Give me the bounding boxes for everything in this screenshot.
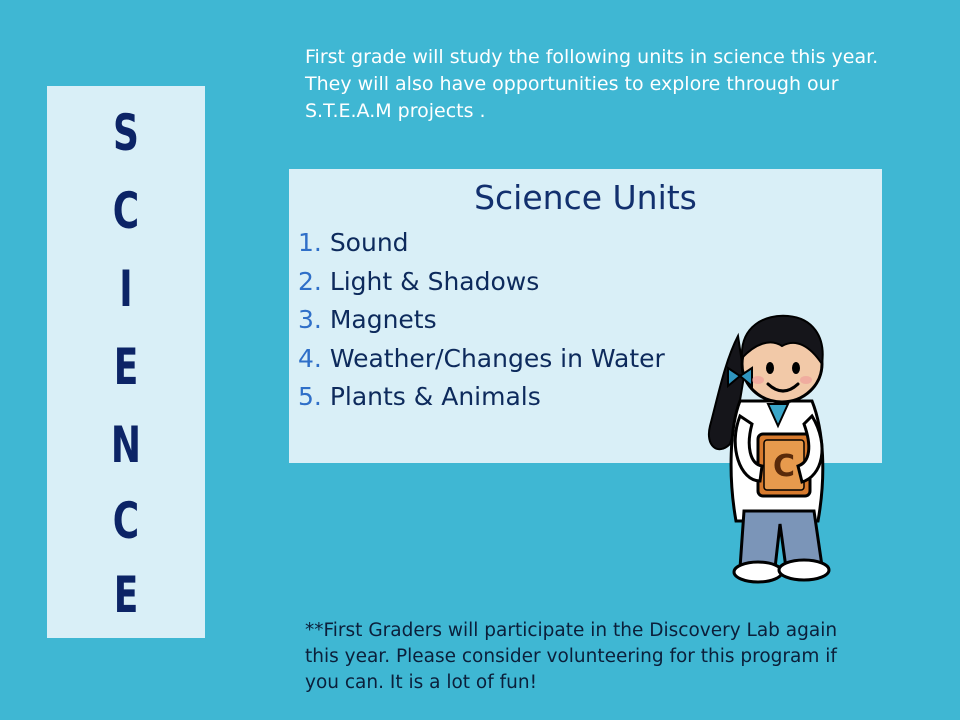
list-item — [298, 228, 665, 267]
unit-number: 3. — [298, 305, 322, 334]
units-list — [298, 228, 665, 421]
unit-number: 5. — [298, 382, 322, 411]
banner-letter: C — [112, 182, 140, 240]
unit-label: Sound — [329, 228, 409, 257]
unit-label: Plants & Animals — [329, 382, 541, 411]
list-item — [298, 382, 665, 421]
svg-text:C: C — [772, 449, 796, 484]
unit-label: Weather/Changes in Water — [329, 343, 665, 373]
banner-letter: E — [113, 566, 139, 624]
banner-letter: E — [113, 338, 139, 396]
unit-number: 4. — [298, 343, 322, 373]
list-item — [298, 305, 665, 344]
unit-label: Light & Shadows — [329, 266, 540, 296]
banner-letter: N — [110, 416, 142, 474]
girl-scientist-clipart — [700, 306, 860, 588]
unit-number: 2. — [298, 266, 322, 296]
intro-paragraph: First grade will study the following units in science this year. They will also have opportunities to explore through our S.T.E.A.M projects . — [305, 46, 879, 122]
science-banner — [47, 86, 205, 638]
units-title: Science Units — [474, 178, 697, 217]
banner-letter: I — [119, 260, 133, 318]
banner-letter: C — [112, 492, 140, 550]
unit-label: Magnets — [329, 305, 437, 334]
banner-letter: S — [113, 104, 139, 162]
list-item — [298, 267, 665, 306]
unit-number: 1. — [298, 228, 322, 257]
footer-note: **First Graders will participate in the Discovery Lab again this year. Please consider volunteering for this program if you can. It is a lot of fun! — [305, 620, 838, 693]
list-item — [298, 344, 665, 383]
